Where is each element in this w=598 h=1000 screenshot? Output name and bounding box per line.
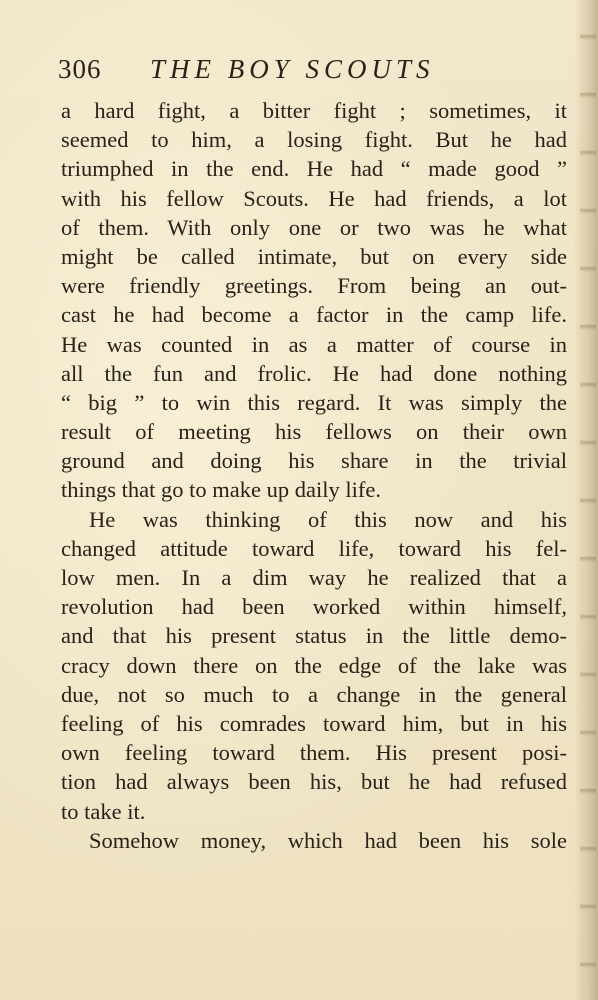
text-line: He was thinking of this now and his (89, 506, 567, 532)
text-line: revolution had been worked within himself, (61, 594, 567, 620)
text-line: cast he had become a factor in the camp life. (61, 302, 567, 328)
text-line: triumphed in the end. He had “ made good ” (61, 156, 567, 182)
text-line: all the fun and frolic. He had done nothing (61, 360, 567, 386)
running-title: THE BOY SCOUTS (150, 54, 435, 84)
text-line: things that go to make up daily life. (61, 477, 381, 503)
text-line: with his fellow Scouts. He had friends, a lot (61, 185, 567, 211)
text-line: ground and doing his share in the trivial (61, 448, 567, 474)
text-line: low men. In a dim way he realized that a (61, 565, 567, 590)
text-line: “ big ” to win this regard. It was simply the (61, 389, 567, 415)
text-line: tion had always been his, but he had refused (61, 769, 567, 795)
page-edge-texture (580, 0, 596, 1000)
body-text (61, 96, 567, 855)
text-line: were friendly greetings. From being an out- (61, 273, 567, 299)
text-line: due, not so much to a change in the general (61, 681, 567, 707)
text-line: a hard fight, a bitter fight ; sometimes, it (61, 98, 567, 123)
text-line: Somehow money, which had been his sole (89, 827, 567, 853)
text-line: seemed to him, a losing fight. But he had (61, 127, 567, 153)
text-line: He was counted in as a matter of course in (61, 331, 567, 357)
text-line: own feeling toward them. His present posi- (61, 740, 567, 766)
text-line: result of meeting his fellows on their own (61, 419, 567, 445)
text-line: changed attitude toward life, toward his fel- (61, 535, 567, 561)
text-line: of them. With only one or two was he what (61, 214, 567, 240)
text-line: cracy down there on the edge of the lake was (61, 652, 567, 678)
page-header (58, 52, 538, 92)
text-line: and that his present status in the little demo- (61, 623, 567, 649)
text-line: to take it. (61, 798, 146, 824)
text-line: might be called intimate, but on every side (61, 243, 567, 269)
text-line: feeling of his comrades toward him, but in his (61, 710, 567, 736)
page-number: 306 (58, 54, 102, 84)
